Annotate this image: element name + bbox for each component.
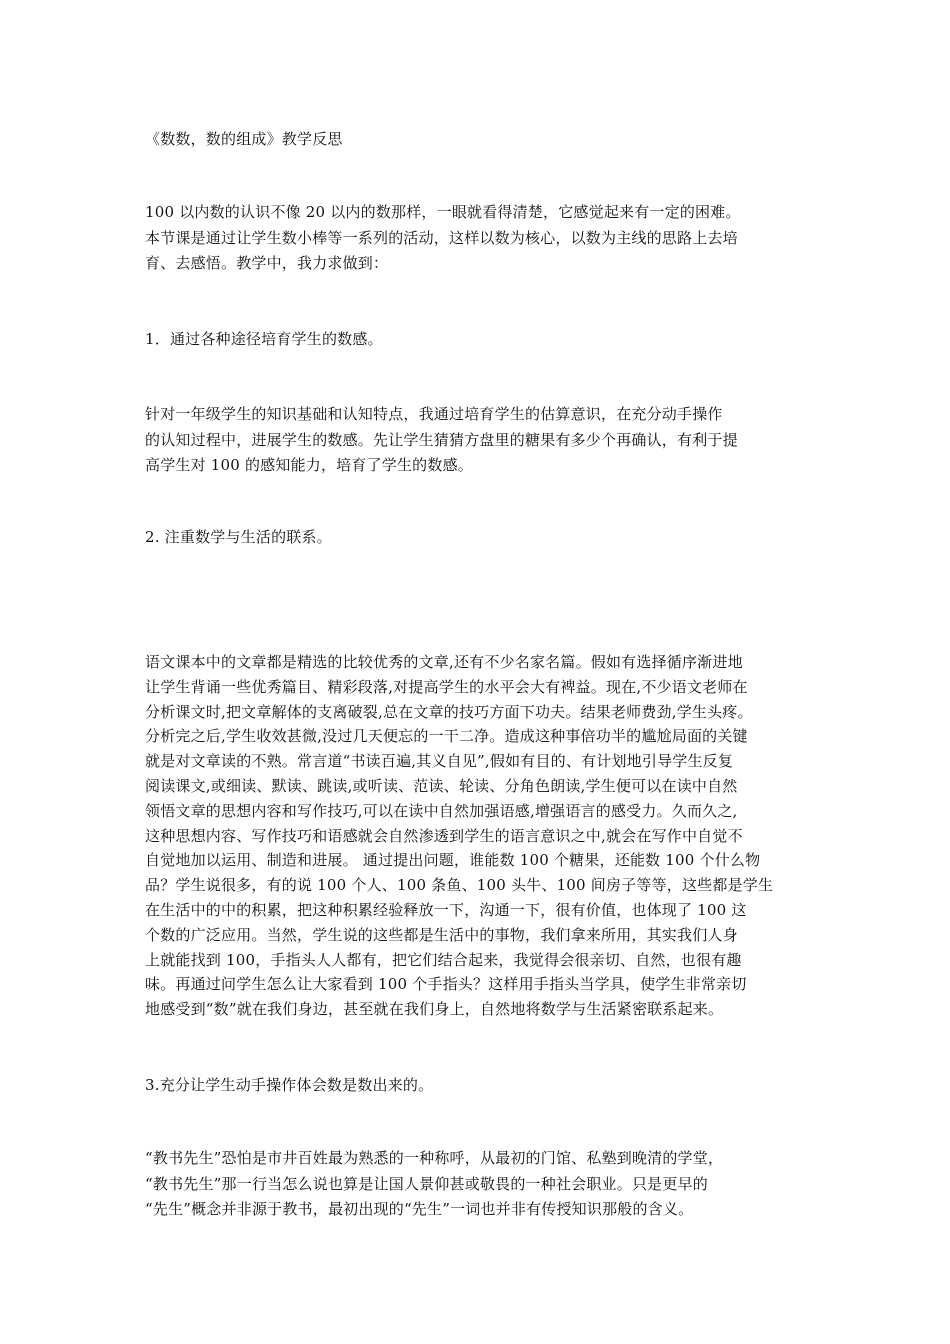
section-paragraph-3: “教书先生”恐怕是市井百姓最为熟悉的一种称呼，从最初的门馆、私塾到晚清的学堂， “教书先生”那一行当怎么说也算是让国人景仰甚或敬畏的一种社会职业。只是更早的 “先生”概念并非源于教书，最初出现的“先生”一词也并非有传授知识那般的含义。 bbox=[145, 1149, 724, 1218]
section-heading-3: 3.充分让学生动手操作体会数是数出来的。 bbox=[145, 1076, 434, 1094]
section-heading-2: 2. 注重数学与生活的联系。 bbox=[145, 528, 332, 546]
document-title: 《数数，数的组成》教学反思 bbox=[145, 130, 343, 148]
section-paragraph-1: 针对一年级学生的知识基础和认知特点，我通过培育学生的估算意识，在充分动手操作 的认知过程中，进展学生的数感。先让学生猜猜方盘里的糖果有多少个再确认，有利于提 高学生对 100 的感知能力，培育了学生的数感。 bbox=[145, 405, 738, 474]
intro-paragraph: 100 以内数的认识不像 20 以内的数那样，一眼就看得清楚，它感觉起来有一定的困难。 本节课是通过让学生数小棒等一系列的活动，这样以数为核心，以数为主线的思路上去培 育、去感悟。教学中，我力求做到： bbox=[145, 203, 741, 272]
section-heading-1: 1．通过各种途径培育学生的数感。 bbox=[145, 330, 383, 348]
section-paragraph-2: 语文课本中的文章都是精选的比较优秀的文章,还有不少名家名篇。假如有选择循序渐进地 让学生背诵一些优秀篇目、精彩段落,对提高学生的水平会大有裨益。现在,不少语文老师在 分析课文时,把文章解体的支离破裂,总在文章的技巧方面下功夫。结果老师费劲,学生头疼。 分析完之后,学生收效甚微,没过几天便忘的一干二净。造成这种事倍功半的尴尬局面的关键 就是对文章读的不熟。常言道“书读百遍,其义自见”,假如有目的、有计划地引导学生反复 阅读课文,或细读、默读、跳读,或听读、范读、轮读、分角色朗读,学生便可以在读中自然 领悟文章的思想内容和写作技巧,可以在读中自然加强语感,增强语言的感受力。久而久之, 这种思想内容、写作技巧和语感就会自然渗透到学生的语言意识之中,就会在写作中自觉不 自觉地加以运用、制造和进展。 通过提出问题，谁能数 100 个糖果，还能数 100 个什么物 品？学生说很多，有的说 100 个人、100 条鱼、100 头牛、100 间房子等等，这些都是学生 在生活中的中的积累，把这种积累经验释放一下，沟通一下，很有价值，也体现了 100 这 个数的广泛应用。当然，学生说的这些都是生活中的事物，我们拿来所用，其实我们人身 上就能找到 100，手指头人人都有，把它们结合起来，我觉得会很亲切、自然，也很有趣 味。再通过问学生怎么让大家看到 100 个手指头？这样用手指头当学具，使学生非常亲切 地感受到“数”就在我们身边，甚至就在我们身上，自然地将数学与生活紧密联系起来。 bbox=[145, 653, 774, 1019]
